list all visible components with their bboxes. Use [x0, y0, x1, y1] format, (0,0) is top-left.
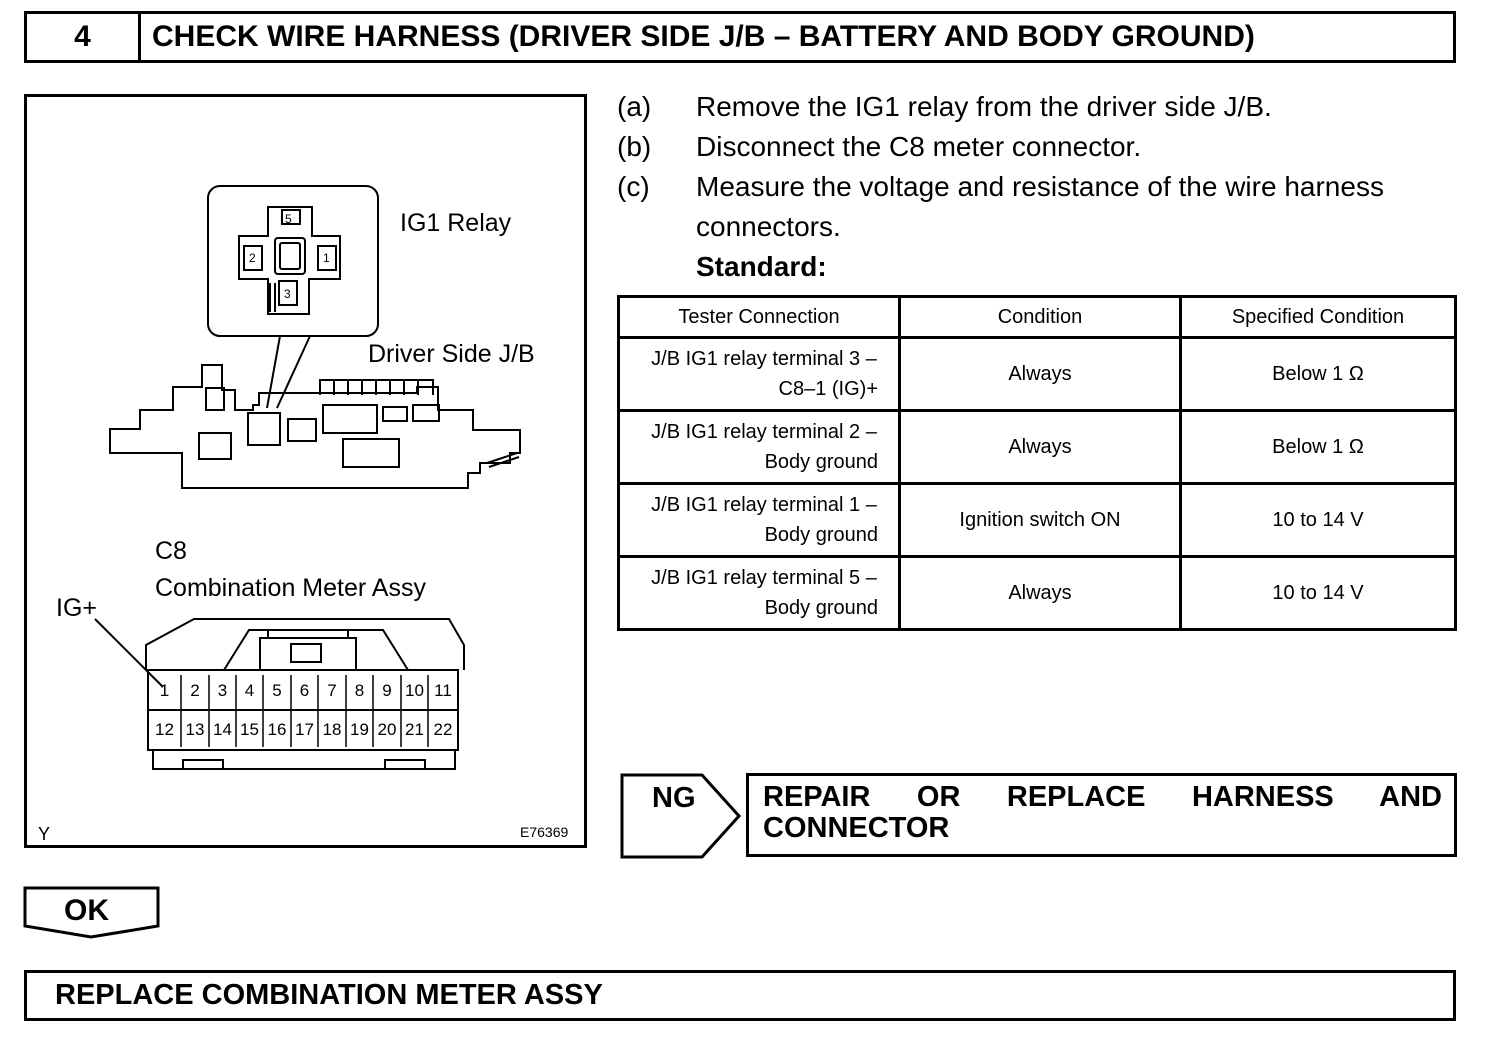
- ng-action-box: [746, 773, 1457, 857]
- final-step-box: [24, 970, 1456, 1021]
- tester-line2: C8–1 (IG)+: [778, 378, 878, 400]
- tester-connection-cell: [619, 338, 900, 411]
- instruction-text: Remove the IG1 relay from the driver side J/B.: [696, 91, 1272, 122]
- connector-pin-label: 6: [299, 681, 310, 700]
- spec-cell: 10 to 14 V: [1181, 557, 1456, 630]
- instruction-text: Disconnect the C8 meter connector.: [696, 131, 1142, 162]
- jb-label: Driver Side J/B: [368, 340, 535, 368]
- tester-line1: J/B IG1 relay terminal 2 –: [651, 421, 877, 443]
- relay-terminal-label: 1: [323, 251, 330, 265]
- ig-plus-pointer: [95, 619, 163, 687]
- table-header-row: [619, 297, 1456, 338]
- connector-pin-label: 12: [155, 720, 174, 739]
- relay-terminal-label: 2: [249, 251, 256, 265]
- ng-label: NG: [652, 782, 696, 814]
- connector-pin-label: 13: [185, 720, 205, 739]
- connector-pin-label: 18: [322, 720, 342, 739]
- ig-plus-label: IG+: [56, 594, 97, 622]
- connector-pin-label: 9: [382, 681, 392, 700]
- connector-pin-label: 19: [350, 720, 369, 739]
- corner-mark: Y: [38, 824, 51, 844]
- connector-pin-label: 11: [434, 681, 452, 700]
- condition-cell: Always: [900, 411, 1181, 484]
- connector-code: C8: [155, 537, 187, 565]
- standard-label: Standard:: [696, 251, 827, 282]
- tester-line1: J/B IG1 relay terminal 1 –: [651, 494, 877, 516]
- connector-pin-label: 14: [213, 720, 232, 739]
- connector-pin-label: 4: [244, 681, 255, 700]
- connector-pin-label: 1: [159, 681, 170, 700]
- ok-label: OK: [64, 894, 109, 927]
- instruction-letter: (c): [617, 171, 650, 202]
- instruction-text-continued: connectors.: [696, 211, 841, 242]
- instruction-text: Measure the voltage and resistance of the wire harness: [696, 171, 1384, 202]
- final-step-text: REPLACE COMBINATION METER ASSY: [55, 979, 603, 1011]
- callout-leader: [267, 336, 280, 408]
- figure-id: E76369: [520, 824, 569, 840]
- ig1-relay-position: [248, 413, 280, 445]
- tester-line2: Body ground: [764, 597, 878, 619]
- table-row: [619, 557, 1456, 630]
- connector-pin-label: 5: [272, 681, 282, 700]
- ng-action-text: REPAIR OR REPLACE HARNESS AND CONNECTOR: [763, 781, 1442, 844]
- tester-line2: Body ground: [764, 451, 878, 473]
- table-row: [619, 484, 1456, 557]
- connector-pin-label: 8: [354, 681, 365, 700]
- connector-pin-label: 17: [295, 720, 314, 739]
- header-condition: Condition: [900, 297, 1181, 338]
- table-row: [619, 338, 1456, 411]
- instruction-letter: (b): [617, 131, 652, 162]
- condition-cell: Ignition switch ON: [900, 484, 1181, 557]
- header-specified-condition: Specified Condition: [1181, 297, 1456, 338]
- tester-line1: J/B IG1 relay terminal 3 –: [651, 348, 877, 370]
- relay-terminal-label: 5: [285, 212, 292, 226]
- tester-line1: J/B IG1 relay terminal 5 –: [651, 567, 877, 589]
- tester-connection-cell: [619, 557, 900, 630]
- condition-cell: Always: [900, 557, 1181, 630]
- tester-line2: Body ground: [764, 524, 878, 546]
- connector-pin-label: 20: [377, 720, 397, 739]
- instruction-letter: (a): [617, 91, 652, 122]
- tester-connection-cell: [619, 484, 900, 557]
- wiring-illustration: [24, 94, 587, 848]
- spec-cell: Below 1 Ω: [1181, 411, 1456, 484]
- connector-pin-label: 22: [433, 720, 453, 739]
- relay-label: IG1 Relay: [400, 209, 512, 237]
- tester-connection-cell: [619, 411, 900, 484]
- table-row: [619, 411, 1456, 484]
- spec-cell: Below 1 Ω: [1181, 338, 1456, 411]
- relay-terminal-label: 3: [284, 287, 291, 301]
- spec-cell: 10 to 14 V: [1181, 484, 1456, 557]
- connector-pin-label: 3: [217, 681, 228, 700]
- spec-table: [617, 295, 1457, 631]
- step-header: [24, 11, 1456, 63]
- connector-pin-label: 15: [240, 720, 259, 739]
- connector-name: Combination Meter Assy: [155, 574, 426, 602]
- step-number: 4: [27, 14, 141, 60]
- condition-cell: Always: [900, 338, 1181, 411]
- connector-pin-label: 16: [267, 720, 287, 739]
- header-tester-connection: Tester Connection: [619, 297, 900, 338]
- connector-pin-label: 2: [190, 681, 200, 700]
- connector-pin-label: 21: [405, 720, 424, 739]
- step-title: CHECK WIRE HARNESS (DRIVER SIDE J/B – BATTERY AND BODY GROUND): [152, 20, 1255, 53]
- connector-pin-label: 7: [327, 681, 337, 700]
- connector-pin-label: 10: [405, 681, 424, 700]
